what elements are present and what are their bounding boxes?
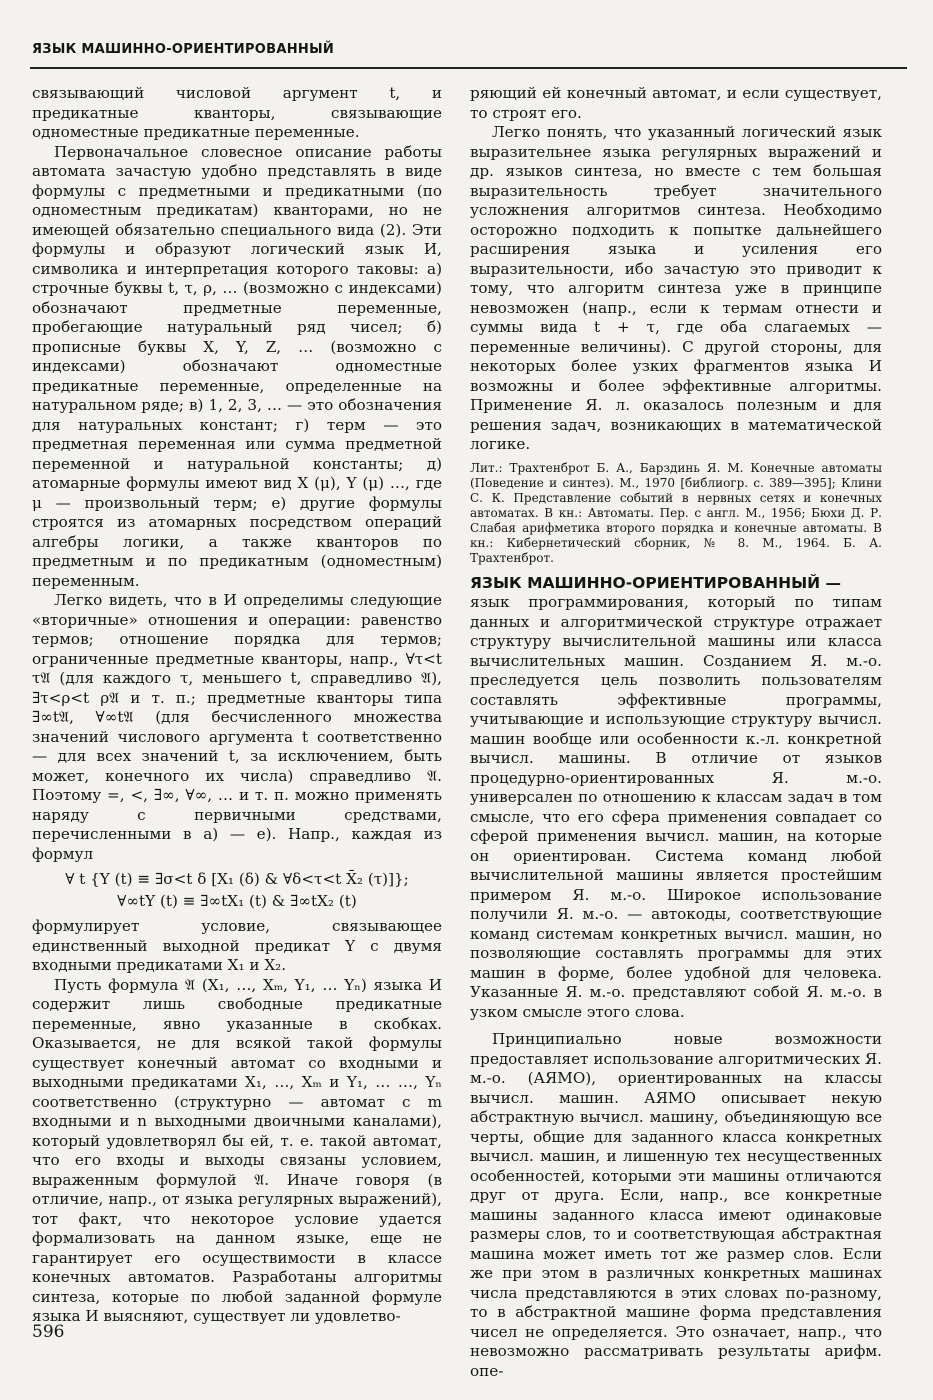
paragraph: Первоначальное словесное описание работы автомата зачастую удобно представлять в виде формулы с предметными и предикатными (по одноместным предикатам) кванторами, но не имеющей обязательно специального вида (2). Эти формулы и образуют логический язык И, символика и интерпретация которого таковы: а) строчные буквы t, τ, ρ, … (возможно с индексами) обозначают предметные переменные, пробегающие натуральный ряд чисел; б) прописные буквы X, Y, Z, … (возможно с индексами) обозначают одноместные предикатные переменные, определенные на натуральном ряде; в) 1, 2, 3, … — это обозначения для натуральных констант; г) терм — это предметная переменная или сумма предметной переменной и натуральной константы; д) атомарные формулы имеют вид X (μ), Y (μ) …, где μ — произвольный терм; е) другие формулы строятся из атомарных посредством операций алгебры логики, а также кванторов по предметным и по предикатным (одноместным) переменным. [32,142,442,590]
page-number: 596 [32,1322,65,1342]
entry-headword [470,574,882,594]
bibliography: Лит.: Трахтенброт Б. А., Барздинь Я. М. Конечные автоматы (Поведение и синтез). М., 1970 [библиогр. с. 389—395]; Клини С. К. Представление событий в нервных сетях и конечных автоматах. В кн.: Автоматы. Пер. с англ. М., 1956; Бюхи Д. Р. Слабая арифметика второго порядка и конечные автоматы. В кн.: Кибернетический сборник, № 8. М., 1964. Б. А. Трахтенброт. [470,460,882,565]
formula: ∀∞tY (t) ≡ ∃∞tX₁ (t) & ∃∞tX₂ (t) [117,891,357,910]
formula-block [32,870,442,911]
running-header: ЯЗЫК МАШИННО-ОРИЕНТИРОВАННЫЙ [32,42,335,57]
right-column [470,84,882,1381]
paragraph: формулирует условие, связывающее единственный выходной предикат Y с двумя входными предикатами X₁ и X₂. [32,917,442,974]
entry-term: ЯЗЫК МАШИННО-ОРИЕНТИРОВАННЫЙ — [470,573,842,592]
paragraph: Легко видеть, что в И определимы следующие «вторичные» отношения и операции: равенство термов; отношение порядка для термов; ограниченные предметные кванторы, напр., ∀τ<t τ𝔄 (для каждого τ, меньшего t, справедливо 𝔄), ∃τ<ρ<t ρ𝔄 и т. п.; предметные кванторы типа ∃∞t𝔄, ∀∞t𝔄 (для бесчисленного множества значений числового аргумента t соответственно — для всех значений t, за исключением, быть может, конечного их числа) справедливо 𝔄. Поэтому =, <, ∃∞, ∀∞, … и т. п. можно применять наряду с первичными средствами, перечисленными в а) — е). Напр., каждая из формул [32,591,442,863]
header-rule [30,67,907,69]
paragraph: язык программирования, который по типам данных и алгоритмической структуре отражает структуру вычислительной машины или класса вычислительных машин. Созданием Я. м.-о. преследуется цель позволить пользователям составлять эффективные программы, учитывающие и использующие структуру вычисл. машин вообще или особенности к.-л. конкретной вычисл. машины. В отличие от языков процедурно-ориентированных Я. м.-о. универсален по отношению к классам задач в том смысле, что его сфера применения совпадает со сферой применения вычисл. машин, на которые он ориентирован. Система команд любой вычислительной машины является простейшим примером Я. м.-о. Широкое использование получили Я. м.-о. — автокоды, соответствующие команд системам конкретных вычисл. машин, но позволяющие составлять программы для этих машин в форме, более удобной для человека. Указанные Я. м.-о. представляют собой Я. м.-о. в узком смысле этого слова. [470,593,882,1021]
formula: ∀ t {Y (t) ≡ ∃σ<t δ [X₁ (δ) & ∀δ<τ<t X̄₂ (τ)]}; [65,870,409,888]
paragraph: Пусть формула 𝔄 (X₁, …, Xₘ, Y₁, … Yₙ) языка И содержит лишь свободные предикатные переменные, явно указанные в скобках. Оказывается, не для всякой такой формулы существует конечный автомат со входными и выходными предикатами X₁, …, Xₘ и Y₁, … …, Yₙ соответственно (структурно — автомат с m входными и n выходными двоичными каналами), который удовлетворял бы ей, т. е. такой автомат, что его входы и выходы связаны условием, выраженным формулой 𝔄. Иначе говоря (в отличие, напр., от языка регулярных выражений), тот факт, что некоторое условие удается формализовать на данном языке, еще не гарантирует его осуществимости в классе конечных автоматов. Разработаны алгоритмы синтеза, которые по любой заданной формуле языка И выясняют, существует ли удовлетво- [32,975,442,1325]
paragraph: связывающий числовой аргумент t, и предикатные кванторы, связывающие одноместные предикатные переменные. [32,84,442,141]
paragraph: Принципиально новые возможности предоставляет использование алгоритмических Я. м.-о. (АЯМО), ориентированных на классы вычисл. машин. АЯМО описывает некую абстрактную вычисл. машину, объединяющую все черты, общие для заданного класса конкретных вычисл. машин, и лишенную тех несущественных особенностей, которыми эти машины отличаются друг от друга. Если, напр., все конкретные машины заданного класса имеют одинаковые размеры слов, то и соответствующая абстрактная машина может иметь тот же размер слов. Если же при этом в различных конкретных машинах числа представляются в этих словах по-разному, то в абстрактной машине форма представления чисел не определяется. Это означает, напр., что невозможно рассматривать результаты арифм. опе- [470,1030,882,1380]
paragraph: ряющий ей конечный автомат, и если существует, то строят его. [470,84,882,122]
paragraph: Легко понять, что указанный логический язык выразительнее языка регулярных выражений и др. языков синтеза, но вместе с тем большая выразительность требует значительного усложнения алгоритмов синтеза. Необходимо осторожно подходить к попытке дальнейшего расширения языка и усиления его выразительности, ибо зачастую это приводит к тому, что алгоритм синтеза уже в принципе невозможен (напр., если к термам отнести и суммы вида t + τ, где оба слагаемых — переменные величины). С другой стороны, для некоторых более узких фрагментов языка И возможны и более эффективные алгоритмы. Применение Я. л. оказалось полезным и для решения задач, возникающих в математической логике. [470,123,882,453]
left-column [32,84,442,1327]
